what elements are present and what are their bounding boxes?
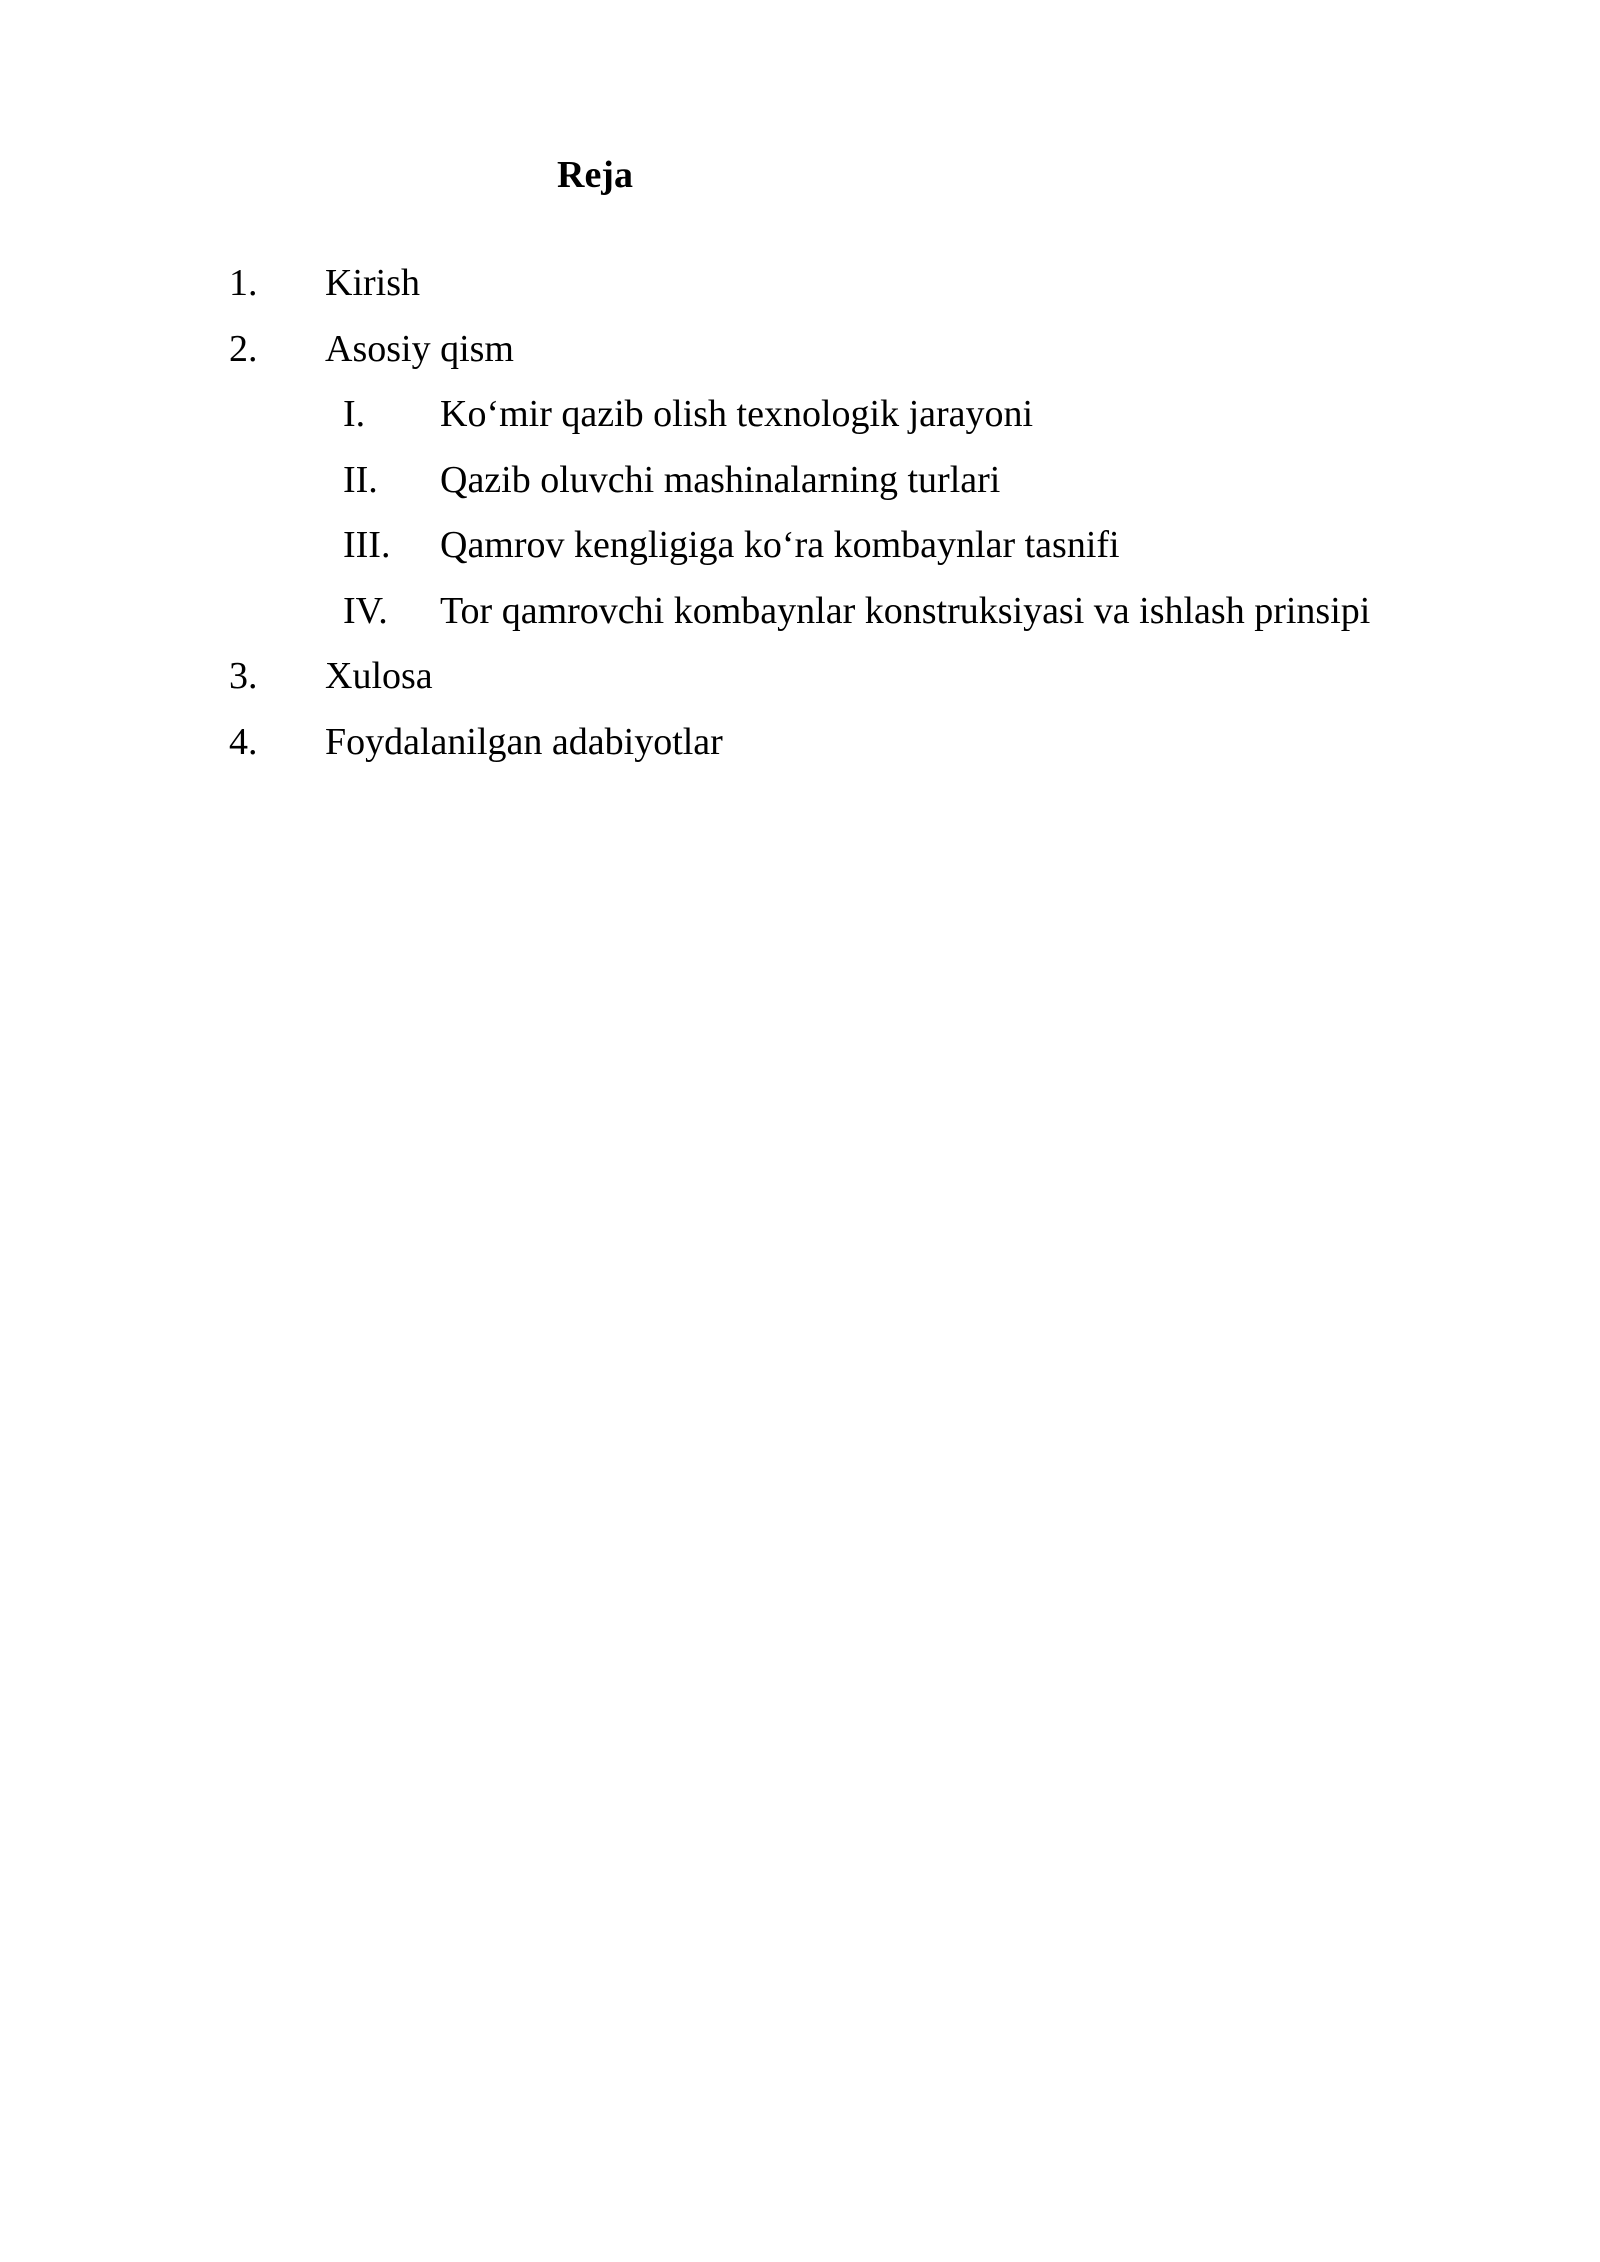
item-label: Xulosa xyxy=(325,655,433,697)
page-title: Reja xyxy=(557,154,633,196)
subitem-number: I. xyxy=(343,393,366,435)
subplan-item-1 xyxy=(0,389,1600,455)
plan-item-adabiyotlar xyxy=(0,717,1600,783)
subplan-item-3 xyxy=(0,520,1600,586)
subitem-number: III. xyxy=(343,524,391,566)
plan-item-xulosa xyxy=(0,651,1600,717)
item-number: 1. xyxy=(229,262,258,304)
plan-item-asosiy-qism xyxy=(0,324,1600,390)
subitem-number: IV. xyxy=(343,589,388,632)
item-number: 3. xyxy=(229,655,258,697)
item-label: Kirish xyxy=(325,262,420,304)
item-label: Asosiy qism xyxy=(325,327,514,370)
subitem-label: Tor qamrovchi kombaynlar konstruksiyasi va ishlash prinsipi xyxy=(440,589,1371,632)
subitem-number: II. xyxy=(343,458,378,501)
subplan-item-2 xyxy=(0,455,1600,521)
subitem-label: Qazib oluvchi mashinalarning turlari xyxy=(440,458,1001,501)
item-number: 2. xyxy=(229,327,258,370)
item-label: Foydalanilgan adabiyotlar xyxy=(325,720,723,763)
item-number: 4. xyxy=(229,720,258,763)
plan-list xyxy=(0,258,1600,782)
plan-item-kirish xyxy=(0,258,1600,324)
subitem-label: Ko‘mir qazib olish texnologik jarayoni xyxy=(440,393,1034,435)
subitem-label: Qamrov kengligiga ko‘ra kombaynlar tasnifi xyxy=(440,524,1120,566)
subplan-item-4 xyxy=(0,586,1600,652)
